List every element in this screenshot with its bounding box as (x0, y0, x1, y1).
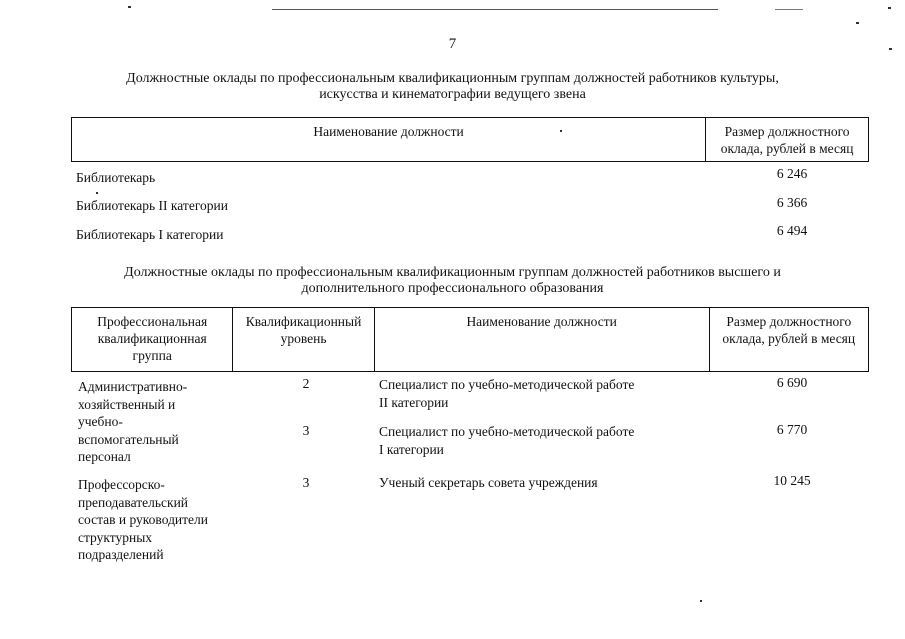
qualification-level: 2 (302, 376, 310, 391)
salary-value: 6 246 (776, 166, 808, 181)
header-group-line: группа (132, 348, 172, 363)
position-name-line: I категории (379, 442, 444, 457)
qualification-group (78, 378, 238, 466)
group-name-line: Административно- (78, 379, 188, 394)
header-salary (706, 118, 869, 162)
salary-value: 10 245 (773, 473, 811, 488)
group-name-line: вспомогательный (78, 431, 179, 447)
header-level-line: Квалификационный (245, 314, 362, 329)
group-name-line: преподавательский (78, 494, 189, 510)
group-name-line: Профессорско- (78, 477, 165, 492)
group-name-line: учебно- (78, 414, 123, 429)
header-salary-line: оклада, рублей в месяц (722, 331, 856, 346)
scan-speck (700, 600, 702, 602)
scan-speck (96, 192, 98, 194)
section-title-culture (70, 71, 835, 103)
scan-rule (775, 9, 803, 10)
salary-value: 6 494 (776, 223, 808, 238)
position-name: Библиотекарь II категории (76, 198, 228, 213)
scan-speck (128, 6, 131, 8)
section-title-line: Должностные оклады по профессиональным квалификационным группам должностей работников культуры, (126, 71, 779, 86)
position-name-line: Специалист по учебно-методической работе (379, 377, 635, 392)
scan-rule (272, 9, 718, 10)
header-salary-line: Размер должностного (726, 314, 852, 329)
position-name: Библиотекарь (76, 170, 156, 185)
group-name-line: персонал (78, 449, 131, 464)
header-position: Наименование должности (374, 308, 709, 372)
group-name-line: структурных (78, 529, 153, 545)
page-number: 7 (448, 36, 457, 52)
position-name (379, 423, 709, 459)
salary-value: 6 690 (776, 375, 808, 390)
position-name (379, 474, 709, 492)
qualification-level: 3 (302, 475, 310, 490)
header-group-line: Профессиональная (97, 314, 208, 329)
header-group (72, 308, 233, 372)
position-name-line: II категории (379, 395, 449, 410)
header-group-line: квалификационная (97, 331, 207, 346)
qualification-group (78, 476, 238, 564)
position-name: Библиотекарь I категории (76, 227, 224, 242)
position-name-line: Специалист по учебно-методической работе (379, 424, 635, 439)
scan-speck (856, 22, 859, 24)
salary-value: 6 770 (776, 422, 808, 437)
scan-speck (888, 7, 891, 9)
section-title-education (70, 265, 835, 297)
position-name-line: Ученый секретарь совета учреждения (379, 475, 598, 490)
salary-value: 6 366 (776, 195, 808, 210)
position-name (379, 376, 709, 412)
group-name-line: хозяйственный и (78, 396, 176, 412)
section-title-line: искусства и кинематографии ведущего звена (319, 87, 586, 102)
header-level (233, 308, 374, 372)
header-level-line: уровень (280, 331, 327, 346)
salary-table-education-header (71, 307, 869, 372)
group-name-line: подразделений (78, 547, 164, 562)
qualification-level: 3 (302, 423, 310, 438)
header-salary (709, 308, 868, 372)
header-position: Наименование должности (72, 118, 706, 162)
salary-table-culture-header (71, 117, 869, 162)
section-title-line: Должностные оклады по профессиональным квалификационным группам должностей работников высшего и (124, 265, 781, 280)
section-title-line: дополнительного профессионального образования (301, 281, 604, 296)
group-name-line: состав и руководители (78, 512, 209, 527)
header-salary-line: Размер должностного (724, 124, 850, 139)
header-salary-line: оклада, рублей в месяц (720, 141, 854, 156)
